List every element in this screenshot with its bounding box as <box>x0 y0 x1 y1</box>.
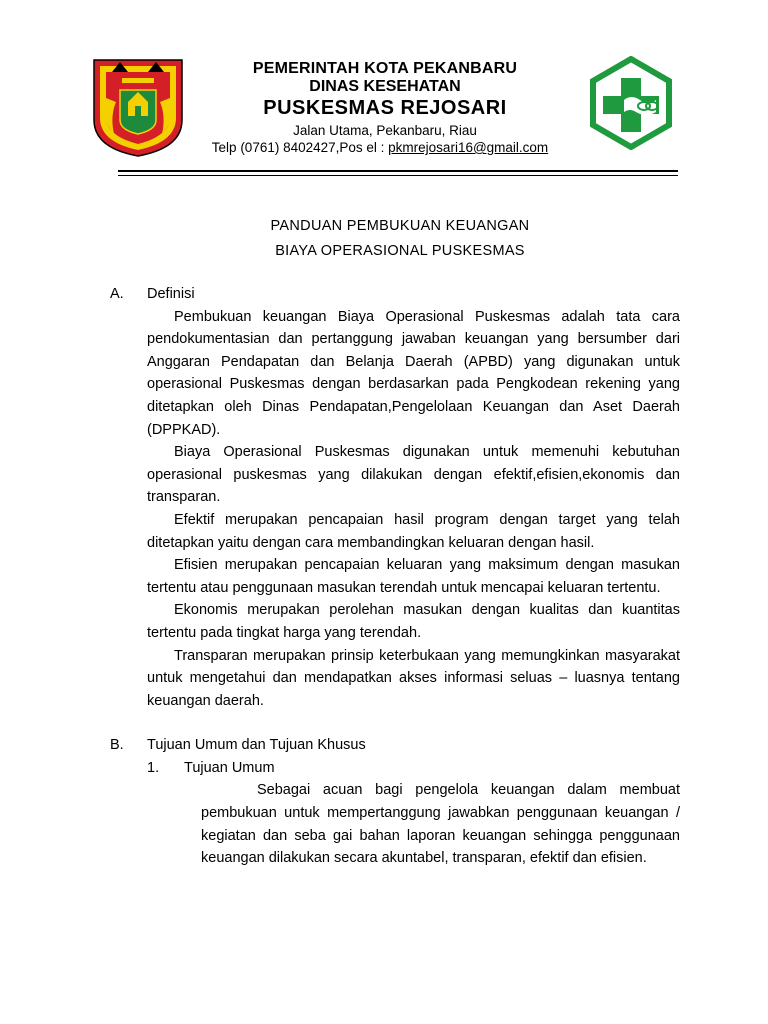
paragraph: Efisien merupakan pencapaian keluaran yang maksimum dengan masukan tertentu atau penggunaan masukan terendah untuk mencapai keluaran tertentu. <box>147 557 680 596</box>
pekanbaru-emblem-icon <box>92 58 184 158</box>
paragraph: Ekonomis merupakan perolehan masukan dengan kualitas dan kuantitas tertentu pada tingkat harga yang terendah. <box>147 602 680 641</box>
section-b-heading: Tujuan Umum dan Tujuan Khusus <box>147 737 366 754</box>
section-spacer <box>110 712 680 734</box>
letterhead-address: Jalan Utama, Pekanbaru, Riau <box>293 123 477 138</box>
letterhead-email[interactable]: pkmrejosari16@gmail.com <box>388 140 549 155</box>
title-line-2: BIAYA OPERASIONAL PUSKESMAS <box>275 243 525 259</box>
document-title <box>200 214 600 264</box>
letterhead-institution: PUSKESMAS REJOSARI <box>263 97 507 119</box>
paragraph: Efektif merupakan pencapaian hasil program dengan target yang telah ditetapkan yaitu dengan cara membandingkan keluaran dengan hasil. <box>147 511 680 551</box>
letterhead-rule-thin <box>118 175 678 176</box>
letterhead <box>190 60 580 156</box>
letterhead-department: DINAS KESEHATAN <box>309 78 461 95</box>
subsection-1-paragraph: Sebagai acuan bagi pengelola keuangan dalam membuat pembukuan untuk mempertanggung jawabkan penggunaan keuangan / kegiatan dan seba gai bahan laporan keuangan sehingga penggunaan keuangan dilakukan secara akuntabel, transparan, efektif dan efisien. <box>201 782 680 867</box>
section-a-heading: Definisi <box>147 286 195 302</box>
puskesmas-logo-icon <box>584 56 678 150</box>
paragraph: Biaya Operasional Puskesmas digunakan untuk memenuhi kebutuhan operasional puskesmas yang dilakukan dengan efektif,efisien,ekonomis dan transparan. <box>147 444 680 506</box>
title-line-1: PANDUAN PEMBUKUAN KEUANGAN <box>270 218 530 234</box>
section-b <box>110 734 680 870</box>
subsection-1-heading: Tujuan Umum <box>184 759 275 776</box>
paragraph: Pembukuan keuangan Biaya Operasional Puskesmas adalah tata cara pendokumentasian dan pertanggung jawaban keuangan yang bersumber dari Anggaran Pendapatan dan Belanja Daerah (APBD) yang digunakan untuk operasional Puskesmas dengan berdasarkan pada Pengkodean rekening yang ditetapkan oleh Dinas Pendapatan,Pengelolaan Keuangan dan Aset Daerah (DPPKAD). <box>147 308 680 438</box>
letterhead-phone: Telp (0761) 8402427,Pos el : <box>211 140 389 155</box>
section-a-letter: A. <box>110 286 124 302</box>
subsection-1 <box>147 757 680 780</box>
document-body <box>110 283 680 870</box>
letterhead-contact <box>180 139 580 156</box>
subsection-1-number: 1. <box>147 759 160 776</box>
paragraph: Transparan merupakan prinsip keterbukaan yang memungkinkan masyarakat untuk mengetahui dan mendapatkan akses informasi seluas – luasnya tentang keuangan daerah. <box>147 647 680 709</box>
letterhead-rule-thick <box>118 170 678 172</box>
section-b-letter: B. <box>110 737 124 754</box>
section-a <box>110 283 680 712</box>
letterhead-government: PEMERINTAH KOTA PEKANBARU <box>252 60 518 77</box>
